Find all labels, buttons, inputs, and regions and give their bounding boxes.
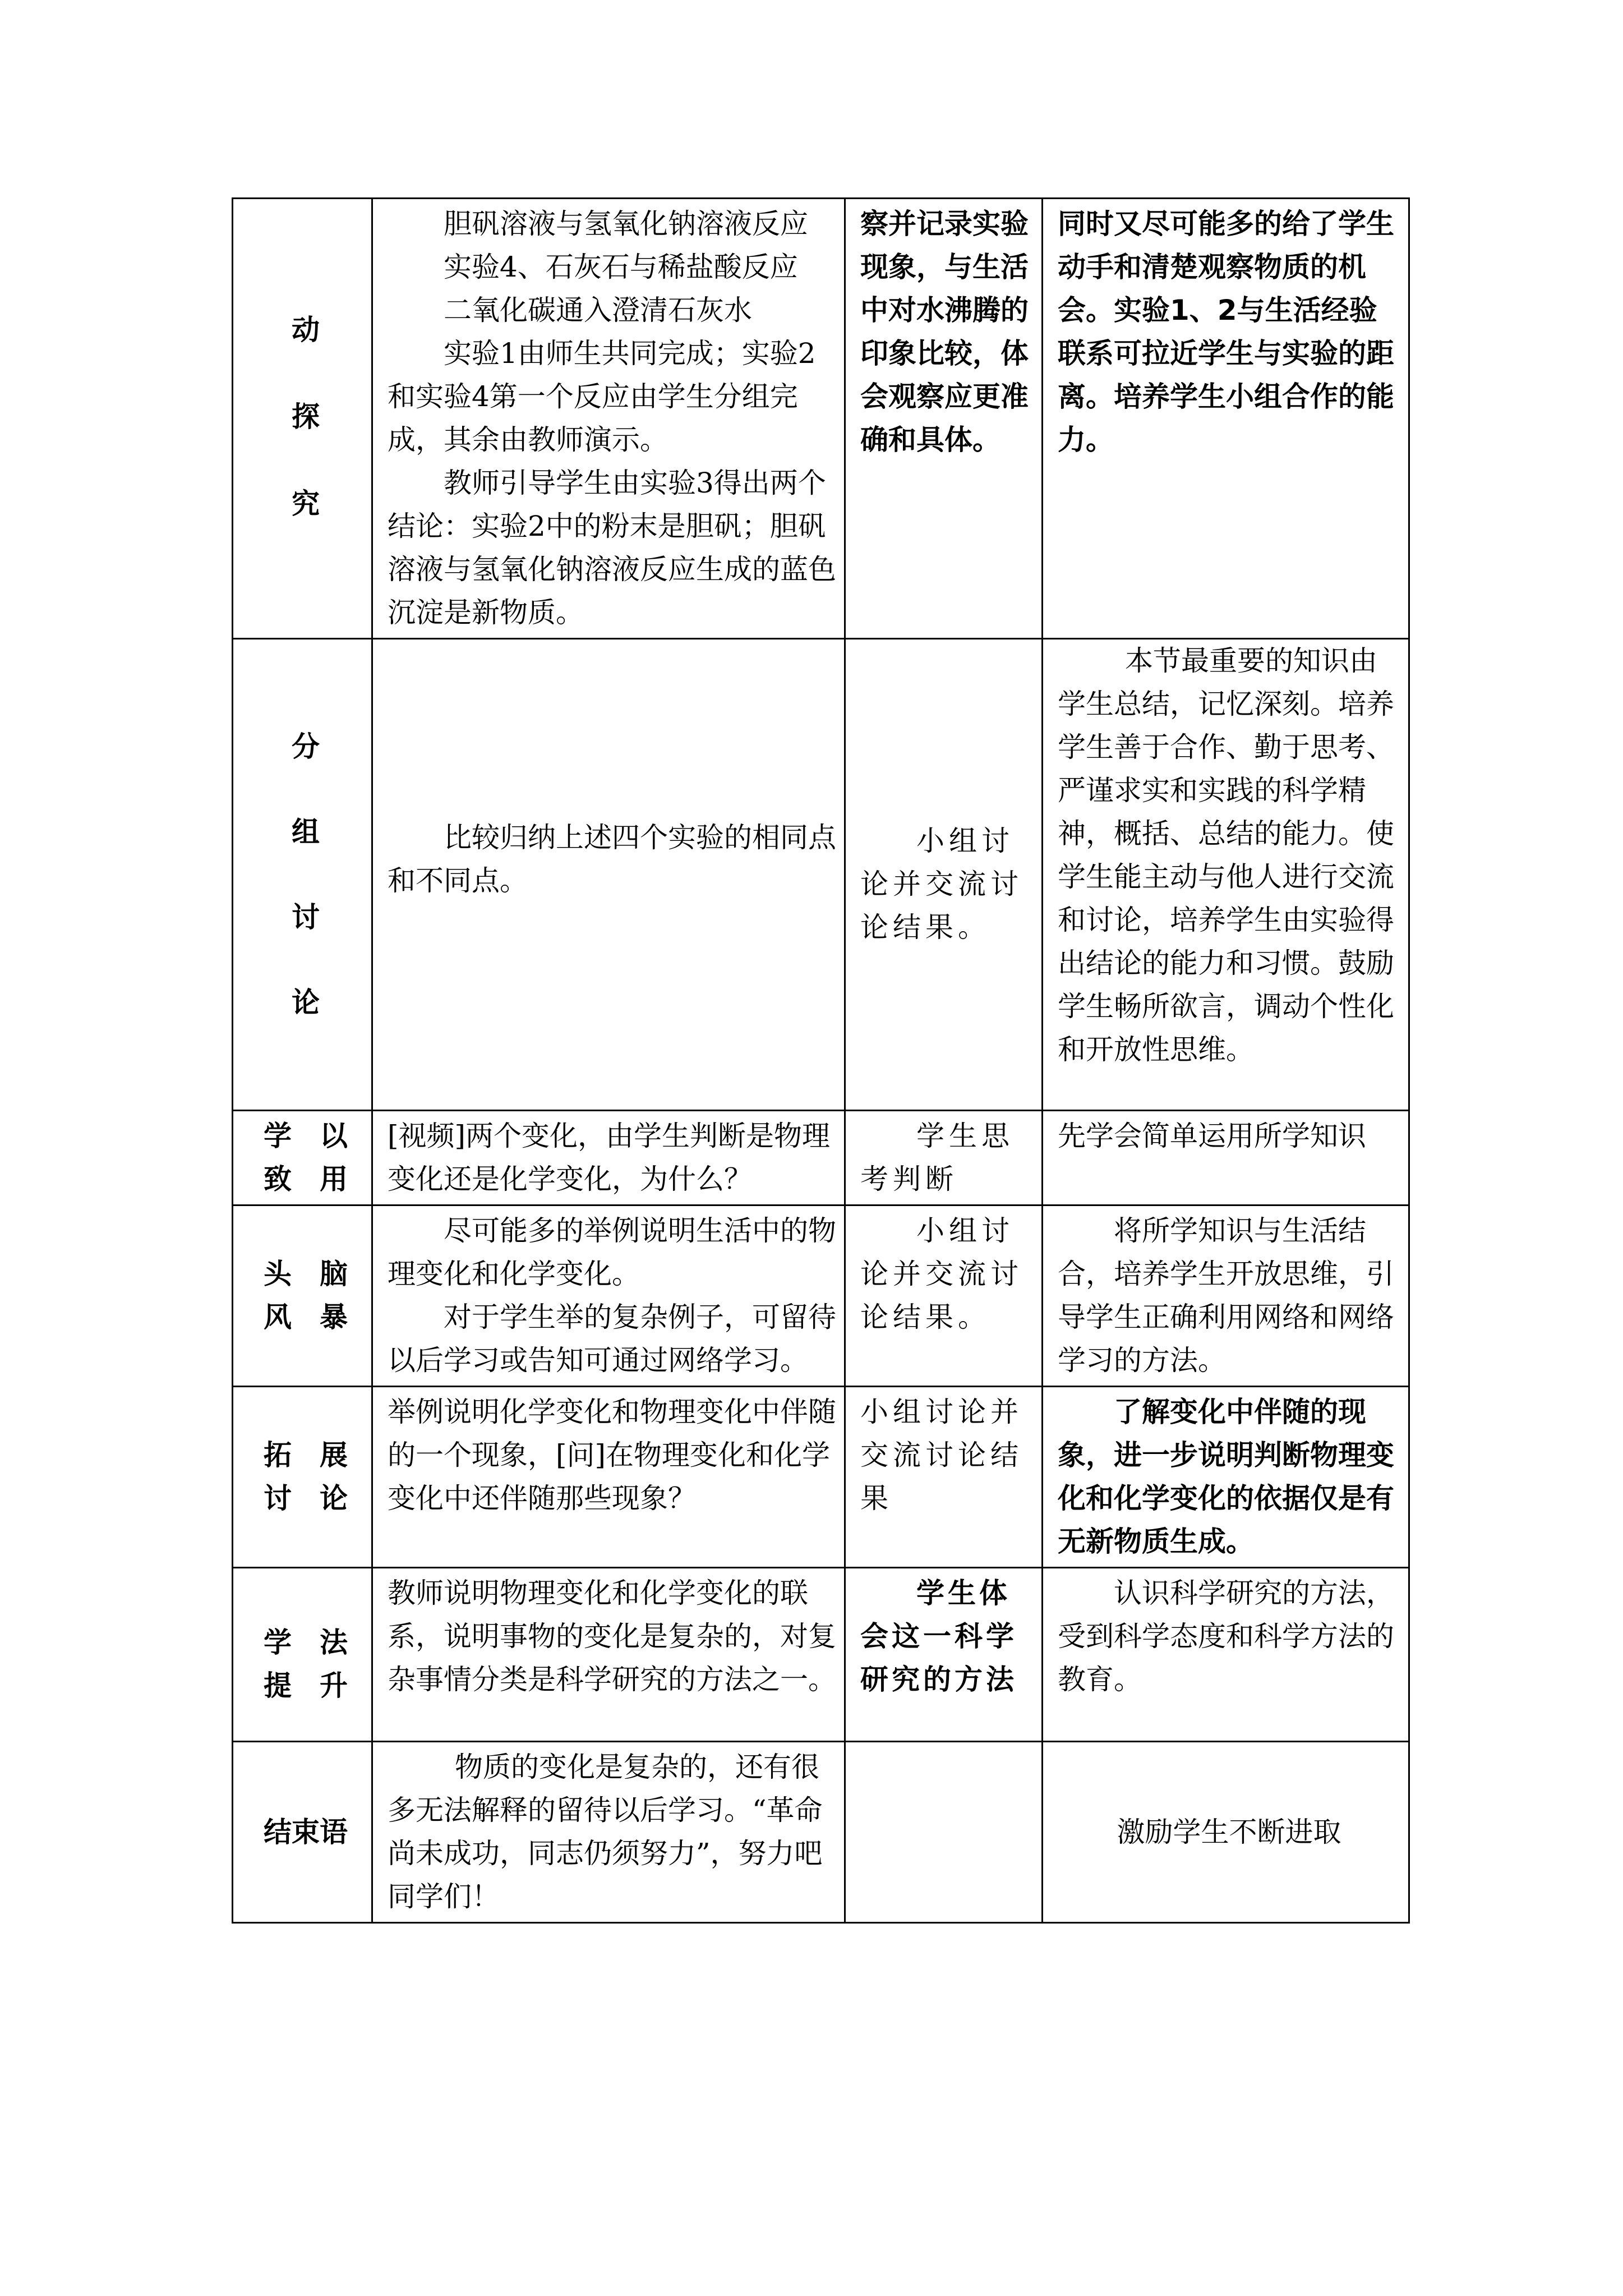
content-paragraph: 物质的变化是复杂的，还有很多无法解释的留待以后学习。“革命尚未成功，同志仍须努力”，努力吧同学们！ [388,1751,823,1913]
student-activity-cell [845,1742,1043,1923]
stage-char: 论 [292,986,320,1019]
stage-line: 学 法 [264,1626,348,1659]
content-cell [372,639,845,1111]
table-row [233,1205,1409,1387]
design-intent-text: 同时又尽可能多的给了学生动手和清楚观察物质的机会。实验1、2与生活经验联系可拉近学生与实验的距离。培养学生小组合作的能力。 [1058,208,1394,456]
stage-cell [233,199,372,639]
design-intent-cell [1043,199,1409,639]
design-intent-text: 了解变化中伴随的现象，进一步说明判断物理变化和化学变化的依据仅是有无新物质生成。 [1058,1396,1394,1558]
design-intent-cell [1043,1742,1409,1923]
table-row [233,639,1409,1111]
design-intent-text: 激励学生不断进取 [1117,1815,1341,1848]
stage-line: 学 以 [264,1120,348,1152]
stage-cell [233,1568,372,1742]
content-paragraph: 实验1由师生共同完成；实验2和实验4第一个反应由学生分组完成，其余由教师演示。 [388,337,816,456]
design-intent-text: 先学会简单运用所学知识 [1058,1120,1366,1152]
stage-line: 讨 论 [264,1482,348,1515]
stage-char: 分 [292,730,320,763]
stage-char: 组 [292,816,320,848]
content-line: 实验4、石灰石与稀盐酸反应 [444,251,798,283]
table-row [233,1111,1409,1205]
student-activity-text: 小组讨论并交流讨论结果。 [860,1214,1023,1333]
stage-line: 头 脑 [264,1258,348,1290]
stage-line: 提 升 [264,1669,348,1702]
student-activity-cell [845,1205,1043,1387]
design-intent-cell [1043,1387,1409,1568]
design-intent-text: 本节最重要的知识由学生总结，记忆深刻。培养学生善于合作、勤于思考、严谨求实和实践的科学精神，概括、总结的能力。使学生能主动与他人进行交流和讨论，培养学生由实验得出结论的能力和习惯。鼓励学生畅所欲言，调动个性化和开放性思维。 [1058,645,1394,1066]
stage-char: 究 [292,487,320,520]
content-line: 胆矾溶液与氢氧化钠溶液反应 [444,208,808,240]
content-cell [372,1205,845,1387]
design-intent-cell [1043,1205,1409,1387]
stage-line: 致 用 [264,1163,348,1195]
stage-cell [233,1205,372,1387]
student-activity-cell [845,1387,1043,1568]
design-intent-cell [1043,1111,1409,1205]
design-intent-cell [1043,1568,1409,1742]
content-paragraph: [视频]两个变化，由学生判断是物理变化还是化学变化，为什么？ [388,1120,831,1195]
stage-line: 结束语 [264,1815,348,1848]
student-activity-text: 学生思考判断 [860,1120,1014,1195]
content-cell [372,1111,845,1205]
student-activity-cell [845,639,1043,1111]
content-paragraph: 对于学生举的复杂例子，可留待以后学习或告知可通过网络学习。 [388,1301,836,1377]
student-activity-text: 察并记录实验现象，与生活中对水沸腾的印象比较，体会观察应更准确和具体。 [860,208,1029,456]
stage-cell [233,1387,372,1568]
design-intent-cell [1043,639,1409,1111]
content-cell [372,1742,845,1923]
student-activity-text: 学生体会这一科学研究的方法 [860,1577,1017,1696]
student-activity-cell [845,1568,1043,1742]
stage-char: 讨 [292,901,320,933]
table-row [233,1742,1409,1923]
stage-char: 动 [292,313,320,346]
design-intent-text: 将所学知识与生活结合，培养学生开放思维，引导学生正确利用网络和网络学习的方法。 [1058,1214,1394,1377]
student-activity-cell [845,199,1043,639]
lesson-plan-table [232,197,1410,1924]
content-paragraph: 教师说明物理变化和化学变化的联系，说明事物的变化是复杂的，对复杂事情分类是科学研究的方法之一。 [388,1577,836,1696]
content-line: 二氧化碳通入澄清石灰水 [444,294,752,326]
student-activity-text: 小组讨论并交流讨论结果。 [860,824,1023,944]
table-row [233,1568,1409,1742]
content-paragraph: 比较归纳上述四个实验的相同点和不同点。 [388,821,836,897]
stage-line: 风 暴 [264,1301,348,1333]
student-activity-cell [845,1111,1043,1205]
stage-char: 探 [292,400,320,433]
content-cell [372,199,845,639]
content-paragraph: 举例说明化学变化和物理变化中伴随的一个现象，[问]在物理变化和化学变化中还伴随那些现象？ [388,1396,836,1515]
table-row [233,1387,1409,1568]
design-intent-text: 认识科学研究的方法，受到科学态度和科学方法的教育。 [1058,1577,1394,1696]
content-paragraph: 尽可能多的举例说明生活中的物理变化和化学变化。 [388,1214,836,1290]
stage-cell [233,639,372,1111]
table-row [233,199,1409,639]
stage-cell [233,1742,372,1923]
content-cell [372,1568,845,1742]
content-cell [372,1387,845,1568]
stage-line: 拓 展 [264,1439,348,1471]
stage-cell [233,1111,372,1205]
student-activity-text: 小组讨论并交流讨论结果 [860,1396,1023,1515]
content-paragraph: 教师引导学生由实验3得出两个结论：实验2中的粉末是胆矾；胆矾溶液与氢氧化钠溶液反应生成的蓝色沉淀是新物质。 [388,467,836,629]
